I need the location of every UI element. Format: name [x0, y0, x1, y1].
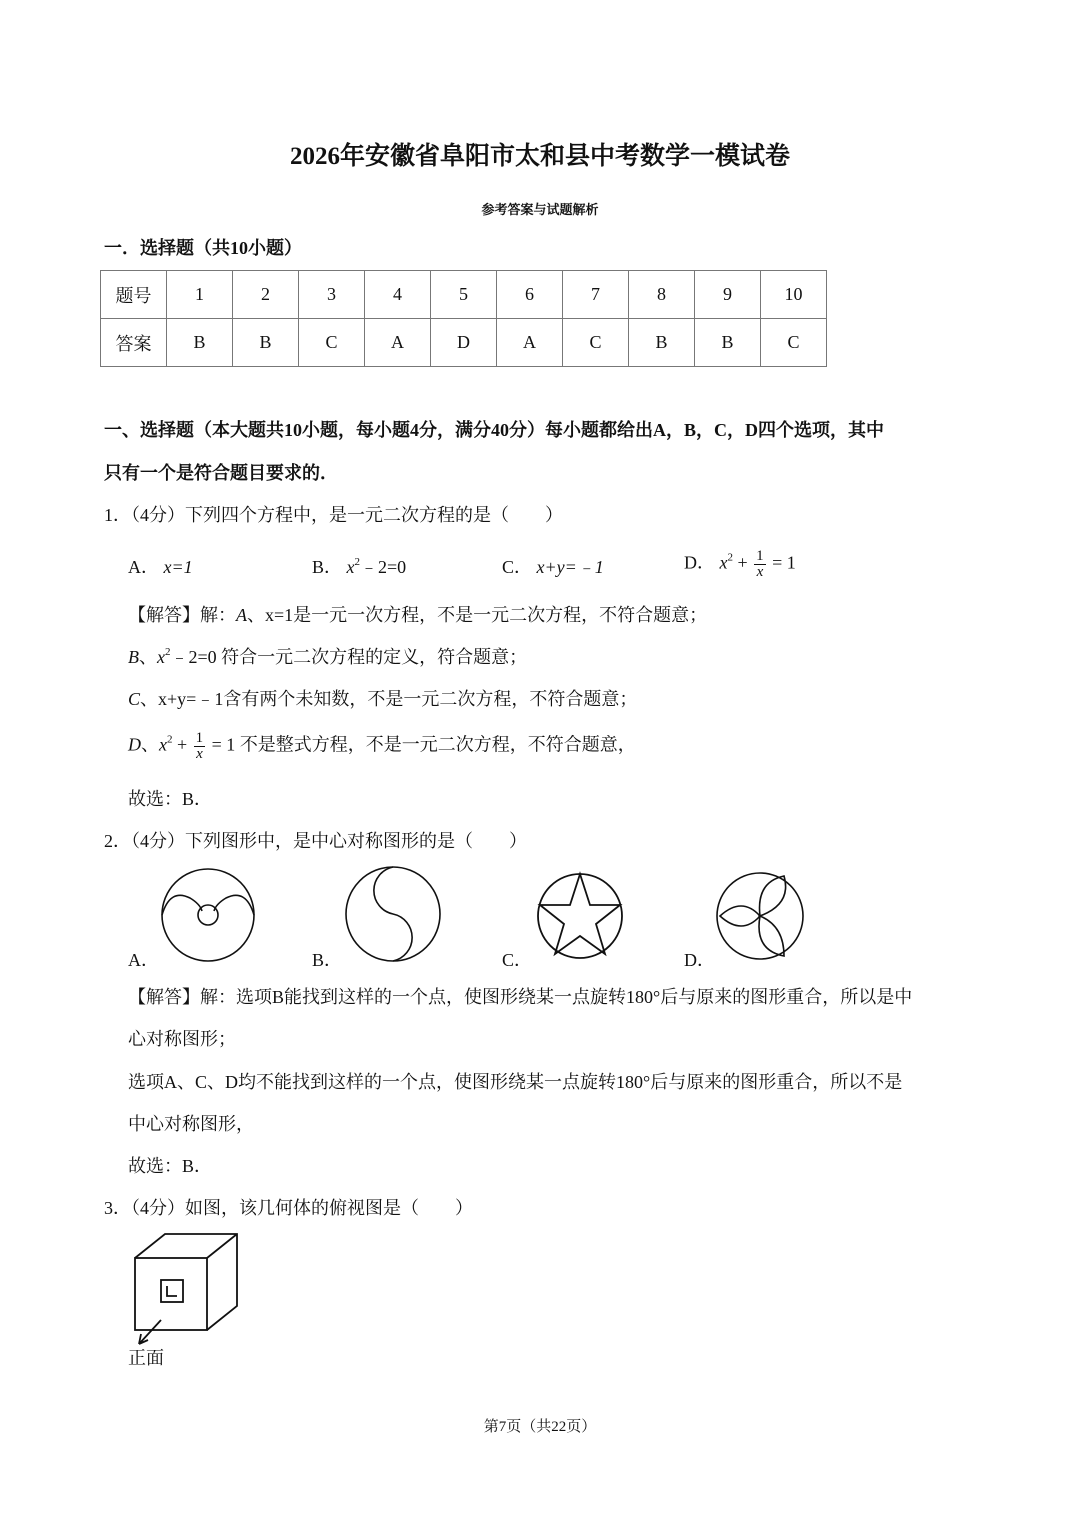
- question-number-cell: 6: [497, 271, 563, 319]
- question-number-cell: 2: [233, 271, 299, 319]
- q1-option-d: D． $x^2$ + $\frac{1}{x}$ = 1: [684, 548, 796, 580]
- question-number-cell: 7: [563, 271, 629, 319]
- q1-option-a: A． x=1: [128, 557, 193, 577]
- q1-option-b: B． $x^2﹣2=0$: [312, 556, 407, 577]
- q1-solution-a: 【解答】解：A、x=1是一元一次方程，不是一元二次方程，不符合题意；: [128, 605, 708, 625]
- answer-cell: A: [497, 319, 563, 367]
- figure-b-icon: [340, 865, 450, 965]
- page-title: 2026年安徽省阜阳市太和县中考数学一模试卷: [289, 143, 790, 170]
- q1-solution-c: C、x+y=﹣1含有两个未知数，不是一元二次方程，不符合题意；: [128, 689, 638, 709]
- answer-table: [100, 270, 827, 367]
- question-number-cell: 10: [761, 271, 827, 319]
- figure-c-icon: [532, 870, 632, 962]
- q2-label-d: D．: [684, 950, 715, 970]
- q2-label-a: A．: [128, 950, 159, 970]
- section-intro-line2: 只有一个是符合题目要求的．: [104, 463, 338, 483]
- q1-solution-b: B、$x^2﹣2=0$ 符合一元二次方程的定义，符合题意；: [128, 646, 528, 667]
- answer-cell: D: [431, 319, 497, 367]
- q1-solution-d: D、$x^2$ + $\frac{1}{x}$ = 1 不是整式方程，不是一元二次方程，不符合题意，: [128, 730, 636, 762]
- front-label: 正面: [128, 1348, 164, 1368]
- table-header-label: 题号: [101, 271, 167, 319]
- question-number-cell: 8: [629, 271, 695, 319]
- q1-answer: 故选：B．: [128, 789, 213, 809]
- q3-stem: 3．（4分）如图，该几何体的俯视图是（ ）: [104, 1198, 473, 1218]
- figure-a-icon: [150, 868, 270, 963]
- q1-option-c: C． x+y=﹣1: [502, 557, 604, 577]
- q2-stem: 2．（4分）下列图形中，是中心对称图形的是（ ）: [104, 831, 527, 851]
- q2-solution-line3: 选项A、C、D均不能找到这样的一个点，使图形绕某一点旋转180°后与原来的图形重合，所以不是: [128, 1072, 903, 1092]
- answer-cell: C: [299, 319, 365, 367]
- page-subtitle: 参考答案与试题解析: [481, 202, 599, 217]
- answer-cell: B: [629, 319, 695, 367]
- answer-cell: B: [233, 319, 299, 367]
- table-answer-label: 答案: [101, 319, 167, 367]
- page-footer: 第7页（共22页）: [483, 1419, 597, 1435]
- q2-solution-line2: 心对称图形；: [128, 1029, 236, 1049]
- cube-figure-icon: [125, 1228, 245, 1353]
- q2-solution-line4: 中心对称图形，: [128, 1114, 254, 1134]
- question-number-cell: 4: [365, 271, 431, 319]
- answer-cell: C: [563, 319, 629, 367]
- question-number-cell: 5: [431, 271, 497, 319]
- q1-stem: 1．（4分）下列四个方程中，是一元二次方程的是（ ）: [104, 505, 563, 525]
- answer-cell: A: [365, 319, 431, 367]
- q2-solution-line1: 【解答】解：选项B能找到这样的一个点，使图形绕某一点旋转180°后与原来的图形重合，所以是中: [128, 987, 913, 1007]
- section-intro-line1: 一、选择题（本大题共10小题，每小题4分，满分40分）每小题都给出A，B，C，D四个选项，其中: [104, 420, 884, 440]
- section-heading: 一．选择题（共10小题）: [104, 238, 302, 258]
- figure-d-icon: [712, 870, 812, 962]
- q2-label-c: C．: [502, 950, 533, 970]
- question-number-cell: 9: [695, 271, 761, 319]
- q2-label-b: B．: [312, 950, 343, 970]
- question-number-cell: 1: [167, 271, 233, 319]
- question-number-cell: 3: [299, 271, 365, 319]
- answer-cell: C: [761, 319, 827, 367]
- answer-cell: B: [695, 319, 761, 367]
- q2-answer: 故选：B．: [128, 1156, 213, 1176]
- answer-cell: B: [167, 319, 233, 367]
